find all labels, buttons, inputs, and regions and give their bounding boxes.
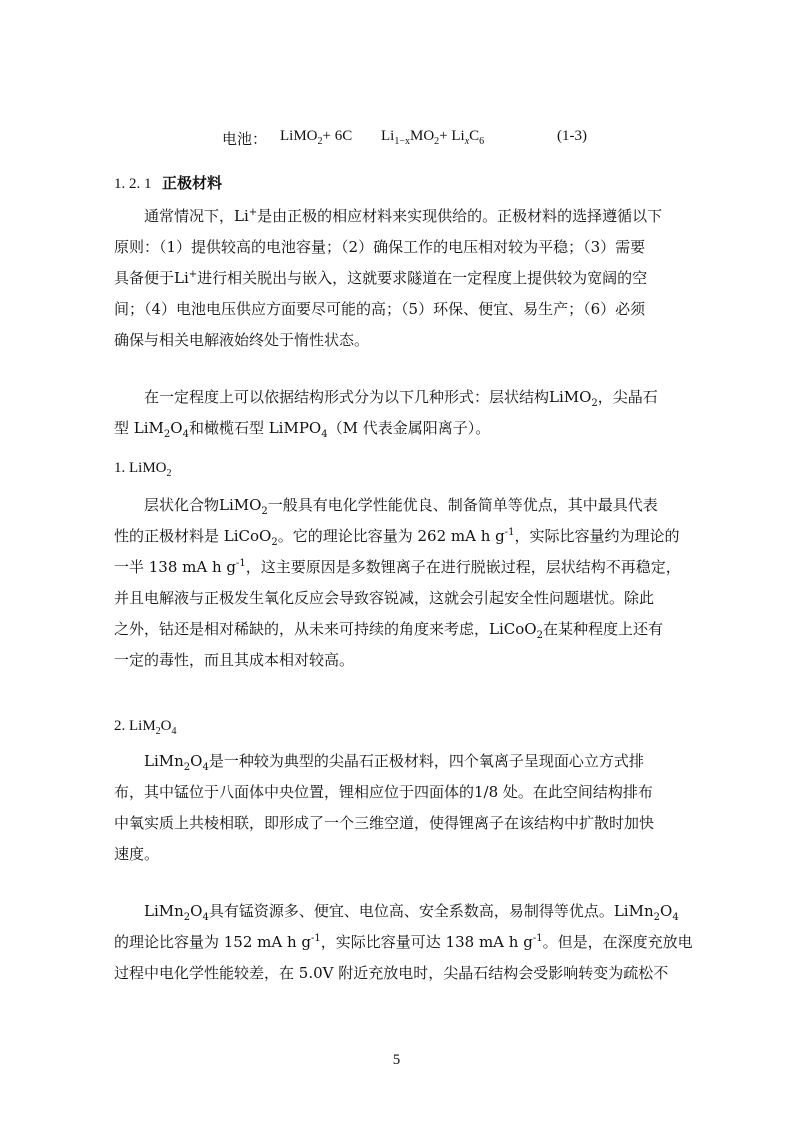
subheading-limo2: 1. LiMO$_2$ (114, 460, 172, 479)
text-line: 布，其中锰位于八面体中央位置，锂相应位于四面体的1/8 处。在此空间结构排布 (114, 783, 653, 801)
text-line: 的理论比容量为 152 mA h $g^{-1}$，实际比容量可达 138 mA h $g^{-1}$。但是，在深度充放电 (114, 933, 693, 951)
text-line: 具备便于Li+进行相关脱出与嵌入，这就要求隧道在一定程度上提供较为宽阔的空 (114, 269, 648, 287)
text-line: 之外，钴还是相对稀缺的，从未来可持续的角度来考虑，LiCoO$_2$在某种程度上还有 (114, 620, 663, 641)
text-line: 并且电解液与正极发生氧化反应会导致容锐减，这就会引起安全性问题堪忧。除此 (114, 589, 655, 607)
paragraph-5 (114, 896, 693, 989)
text-line: 间；（4）电池电压供应方面要尽可能的高；（5）环保、便宜、易生产；（6）必须 (114, 300, 646, 318)
text-line: $LiMn_2O_4$具有锰资源多、便宜、电位高、安全系数高，易制得等优点。$LiMn_2O_4$ (144, 902, 679, 923)
paragraph-4 (114, 746, 682, 870)
paragraph-3 (114, 490, 682, 676)
text-line: 一半 138 mA h $g^{-1}$，这主要原因是多数锂离子在进行脱嵌过程，层状结构不再稳定， (114, 558, 681, 576)
text-line: 过程中电化学性能较差，在 5.0V 附近充放电时，尖晶石结构会受影响转变为疏松不 (114, 964, 669, 982)
equation-label: 电池： (222, 130, 268, 148)
equation-lhs: LiMO$_2$+ 6C (280, 128, 353, 147)
text-line: 确保与相关电解液始终处于惰性状态。 (114, 331, 370, 349)
text-line: 型 $LiM_2O_4$和橄榄石型 LiMPO$_4$（M 代表金属阳离子）。 (114, 419, 491, 440)
text-line: 通常情况下，Li+是由正极的相应材料来实现供给的。正极材料的选择遵循以下 (144, 207, 663, 225)
equation-rhs: $Li_{1-x}MO_2+ Li_xC_6$ (381, 128, 485, 147)
text-line: 中氧实质上共棱相联，即形成了一个三维空道，使得锂离子在该结构中扩散时加快 (114, 814, 655, 832)
equation-number: (1-3) (557, 128, 587, 144)
paragraph-1 (114, 201, 682, 356)
paragraph-2 (114, 382, 682, 444)
section-heading (114, 172, 222, 193)
text-line: 速度。 (114, 845, 160, 863)
subheading-lim2o4: 2. $LiM_2O_4$ (114, 718, 177, 737)
section-title: 正极材料 (161, 174, 222, 192)
section-number: 1. 2. 1 (114, 176, 152, 192)
text-line: 原则：（1）提供较高的电池容量；（2）确保工作的电压相对较为平稳；（3）需要 (114, 238, 646, 256)
text-line: 一定的毒性，而且其成本相对较高。 (114, 651, 355, 669)
text-line: 性的正极材料是 LiCoO$_2$。它的理论比容量为 262 mA h $g^{-1}$，实际比容量约为理论的 (114, 527, 680, 548)
text-line: 层状化合物LiMO$_2$一般具有电化学性能优良、制备简单等优点，其中最具代表 (144, 496, 658, 517)
text-line: 在一定程度上可以依据结构形式分为以下几种形式：层状结构LiMO$_2$，尖晶石 (144, 388, 658, 409)
text-line: $LiMn_2O_4$是一种较为典型的尖晶石正极材料，四个氧离子呈现面心立方式排 (144, 752, 644, 773)
page-number: 5 (392, 1052, 401, 1068)
